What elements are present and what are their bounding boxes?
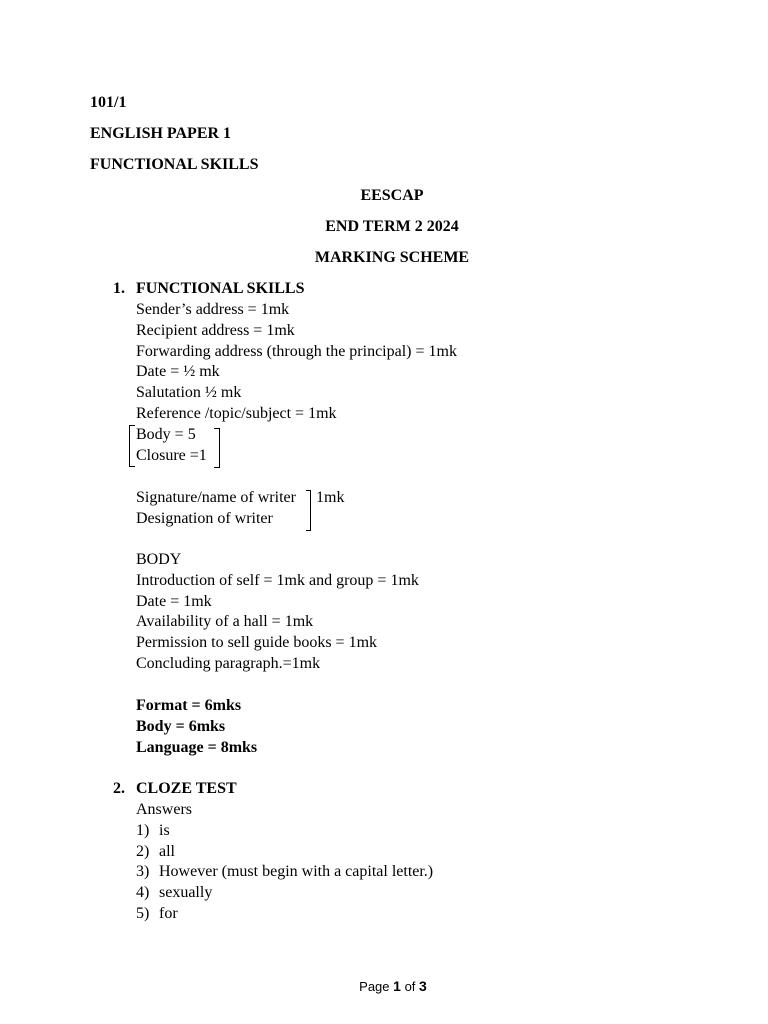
signature-bracket <box>306 490 311 531</box>
signature-criteria <box>136 488 296 530</box>
answer-number: 1) <box>136 821 150 839</box>
criteria-line: Introduction of self = 1mk and group = 1mk <box>136 571 419 589</box>
criteria-line: Reference /topic/subject = 1mk <box>136 404 337 422</box>
answer-number: 4) <box>136 884 150 902</box>
signature-mark: 1mk <box>316 489 345 506</box>
left-bracket <box>129 425 135 467</box>
criteria-line: Concluding paragraph.=1mk <box>136 654 321 672</box>
criteria-line: Sender’s address = 1mk <box>136 301 290 318</box>
criteria-line: Recipient address = 1mk <box>136 321 295 339</box>
criteria-line: Availability of a hall = 1mk <box>136 613 314 631</box>
page-footer <box>0 976 768 997</box>
answer-text: sexually <box>159 884 213 902</box>
section-1-number: 1. <box>113 280 125 297</box>
total-line: Language = 8mks <box>136 738 258 756</box>
answer-text: However (must begin with a capital letter.) <box>159 863 434 881</box>
total-line: Format = 6mks <box>136 697 242 714</box>
organization-name: EESCAP <box>360 187 424 204</box>
answer-number: 2) <box>136 842 150 860</box>
criteria-line: Closure =1 <box>136 446 207 464</box>
cloze-answers-list <box>136 800 433 925</box>
body-heading: BODY <box>136 551 182 568</box>
exam-term: END TERM 2 2024 <box>325 218 459 235</box>
page-number: 1 <box>393 978 401 994</box>
right-bracket <box>214 428 220 468</box>
page-label: Page <box>359 979 390 994</box>
section-1-title: FUNCTIONAL SKILLS <box>136 280 305 297</box>
section-2-number: 2. <box>113 780 125 797</box>
totals-list <box>136 696 257 758</box>
answer-item <box>136 862 433 883</box>
answers-label: Answers <box>136 801 192 818</box>
criteria-line: Body = 5 <box>136 425 196 443</box>
answer-number: 5) <box>136 904 150 922</box>
body-criteria-list <box>136 550 419 675</box>
criteria-line: Date = ½ mk <box>136 363 220 381</box>
answer-item <box>136 883 433 904</box>
section-2-title: CLOZE TEST <box>136 780 237 797</box>
criteria-line: Salutation ½ mk <box>136 384 242 402</box>
paper-code: 101/1 <box>90 94 127 111</box>
answer-item <box>136 821 433 842</box>
document-type: MARKING SCHEME <box>314 249 470 266</box>
answer-number: 3) <box>136 863 150 881</box>
answer-item <box>136 842 433 863</box>
answer-item <box>136 904 433 925</box>
of-label: of <box>404 979 416 994</box>
answer-text: all <box>159 842 175 860</box>
answer-text: for <box>159 904 178 922</box>
subject-title: FUNCTIONAL SKILLS <box>90 156 259 173</box>
total-line: Body = 6mks <box>136 717 226 735</box>
criteria-line: Forwarding address (through the principal) = 1mk <box>136 342 457 360</box>
criteria-line: Signature/name of writer <box>136 489 296 506</box>
answer-text: is <box>159 821 170 839</box>
format-criteria-list <box>136 300 457 466</box>
criteria-line: Permission to sell guide books = 1mk <box>136 634 378 652</box>
criteria-line: Date = 1mk <box>136 592 212 610</box>
criteria-line: Designation of writer <box>136 509 273 527</box>
paper-title: ENGLISH PAPER 1 <box>90 125 232 142</box>
page-total: 3 <box>419 978 427 994</box>
